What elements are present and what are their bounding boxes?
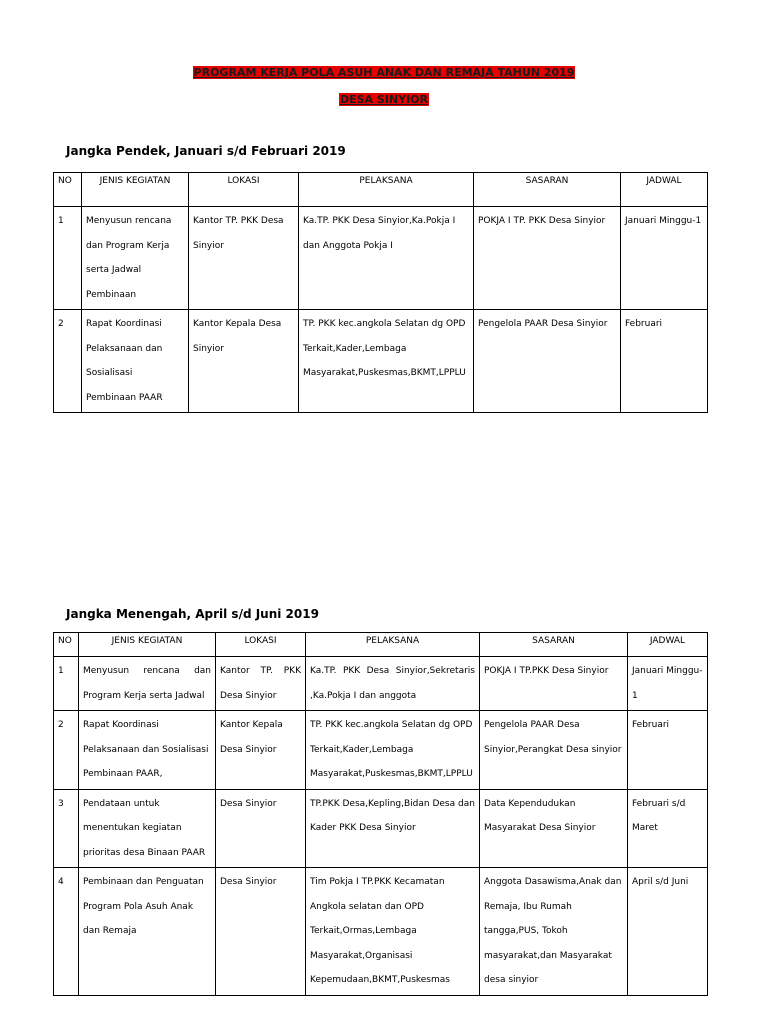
cell-jenis-kegiatan: Pendataan untuk menentukan kegiatan prioritas desa Binaan PAAR (79, 789, 216, 868)
header-sasaran: SASARAN (474, 173, 621, 207)
cell-jadwal: Januari Minggu-1 (621, 207, 708, 310)
section-heading-short-term: Jangka Pendek, Januari s/d Februari 2019 (66, 144, 346, 158)
table-row (54, 711, 708, 790)
table-header-row (54, 633, 708, 657)
table-header-row (54, 173, 708, 207)
cell-jadwal: Januari Minggu-1 (628, 657, 708, 711)
document-title-text: PROGRAM KERJA POLA ASUH ANAK DAN REMAJA TAHUN 2019 (193, 66, 575, 79)
cell-sasaran: POKJA I TP. PKK Desa Sinyior (474, 207, 621, 310)
cell-lokasi: Kantor Kepala Desa Sinyior (189, 310, 299, 413)
header-jenis-kegiatan: JENIS KEGIATAN (82, 173, 189, 207)
table-row (54, 868, 708, 996)
cell-jadwal: Februari (628, 711, 708, 790)
cell-pelaksana: Tim Pokja I TP.PKK Kecamatan Angkola selatan dan OPD Terkait,Ormas,Lembaga Masyarakat,Organisasi Kepemudaan,BKMT,Puskesmas (306, 868, 480, 996)
header-lokasi: LOKASI (216, 633, 306, 657)
cell-jadwal: Februari s/d Maret (628, 789, 708, 868)
cell-pelaksana: Ka.TP. PKK Desa Sinyior,Sekretaris ,Ka.Pokja I dan anggota (306, 657, 480, 711)
header-no: NO (54, 633, 79, 657)
header-pelaksana: PELAKSANA (306, 633, 480, 657)
cell-pelaksana: TP.PKK Desa,Kepling,Bidan Desa dan Kader PKK Desa Sinyior (306, 789, 480, 868)
header-lokasi: LOKASI (189, 173, 299, 207)
short-term-table (53, 172, 708, 413)
cell-jenis-kegiatan: Menyusun rencana dan Program Kerja serta Jadwal Pembinaan (82, 207, 189, 310)
cell-no: 3 (54, 789, 79, 868)
cell-lokasi: Desa Sinyior (216, 868, 306, 996)
cell-no: 1 (54, 657, 79, 711)
table-row (54, 789, 708, 868)
cell-jadwal: April s/d Juni (628, 868, 708, 996)
header-pelaksana: PELAKSANA (299, 173, 474, 207)
table-row (54, 310, 708, 413)
cell-sasaran: POKJA I TP.PKK Desa Sinyior (480, 657, 628, 711)
cell-no: 1 (54, 207, 82, 310)
cell-no: 2 (54, 310, 82, 413)
cell-jenis-kegiatan: Rapat Koordinasi Pelaksanaan dan Sosialisasi Pembinaan PAAR, (79, 711, 216, 790)
cell-pelaksana: TP. PKK kec.angkola Selatan dg OPD Terkait,Kader,Lembaga Masyarakat,Puskesmas,BKMT,LPPLU (299, 310, 474, 413)
cell-lokasi: Kantor Kepala Desa Sinyior (216, 711, 306, 790)
header-jadwal: JADWAL (621, 173, 708, 207)
cell-jenis-kegiatan: Menyusun rencana dan Program Kerja serta Jadwal (79, 657, 216, 711)
cell-no: 4 (54, 868, 79, 996)
cell-jenis-kegiatan: Pembinaan dan Penguatan Program Pola Asuh Anak dan Remaja (79, 868, 216, 996)
medium-term-table (53, 632, 708, 996)
table-row (54, 657, 708, 711)
header-sasaran: SASARAN (480, 633, 628, 657)
cell-sasaran: Anggota Dasawisma,Anak dan Remaja, Ibu Rumah tangga,PUS, Tokoh masyarakat,dan Masyarakat desa sinyior (480, 868, 628, 996)
cell-sasaran: Pengelola PAAR Desa Sinyior,Perangkat Desa sinyior (480, 711, 628, 790)
cell-pelaksana: TP. PKK kec.angkola Selatan dg OPD Terkait,Kader,Lembaga Masyarakat,Puskesmas,BKMT,LPPLU (306, 711, 480, 790)
document-subtitle (0, 93, 768, 107)
cell-lokasi: Desa Sinyior (216, 789, 306, 868)
cell-sasaran: Data Kependudukan Masyarakat Desa Sinyior (480, 789, 628, 868)
cell-pelaksana: Ka.TP. PKK Desa Sinyior,Ka.Pokja I dan Anggota Pokja I (299, 207, 474, 310)
document-subtitle-text: DESA SINYIOR (339, 93, 428, 106)
cell-lokasi: Kantor TP. PKK Desa Sinyior (216, 657, 306, 711)
header-no: NO (54, 173, 82, 207)
cell-jadwal: Februari (621, 310, 708, 413)
section-heading-medium-term: Jangka Menengah, April s/d Juni 2019 (66, 607, 319, 621)
cell-lokasi: Kantor TP. PKK Desa Sinyior (189, 207, 299, 310)
cell-sasaran: Pengelola PAAR Desa Sinyior (474, 310, 621, 413)
cell-no: 2 (54, 711, 79, 790)
document-title (0, 66, 768, 80)
table-row (54, 207, 708, 310)
cell-jenis-kegiatan: Rapat Koordinasi Pelaksanaan dan Sosialisasi Pembinaan PAAR (82, 310, 189, 413)
header-jadwal: JADWAL (628, 633, 708, 657)
header-jenis-kegiatan: JENIS KEGIATAN (79, 633, 216, 657)
